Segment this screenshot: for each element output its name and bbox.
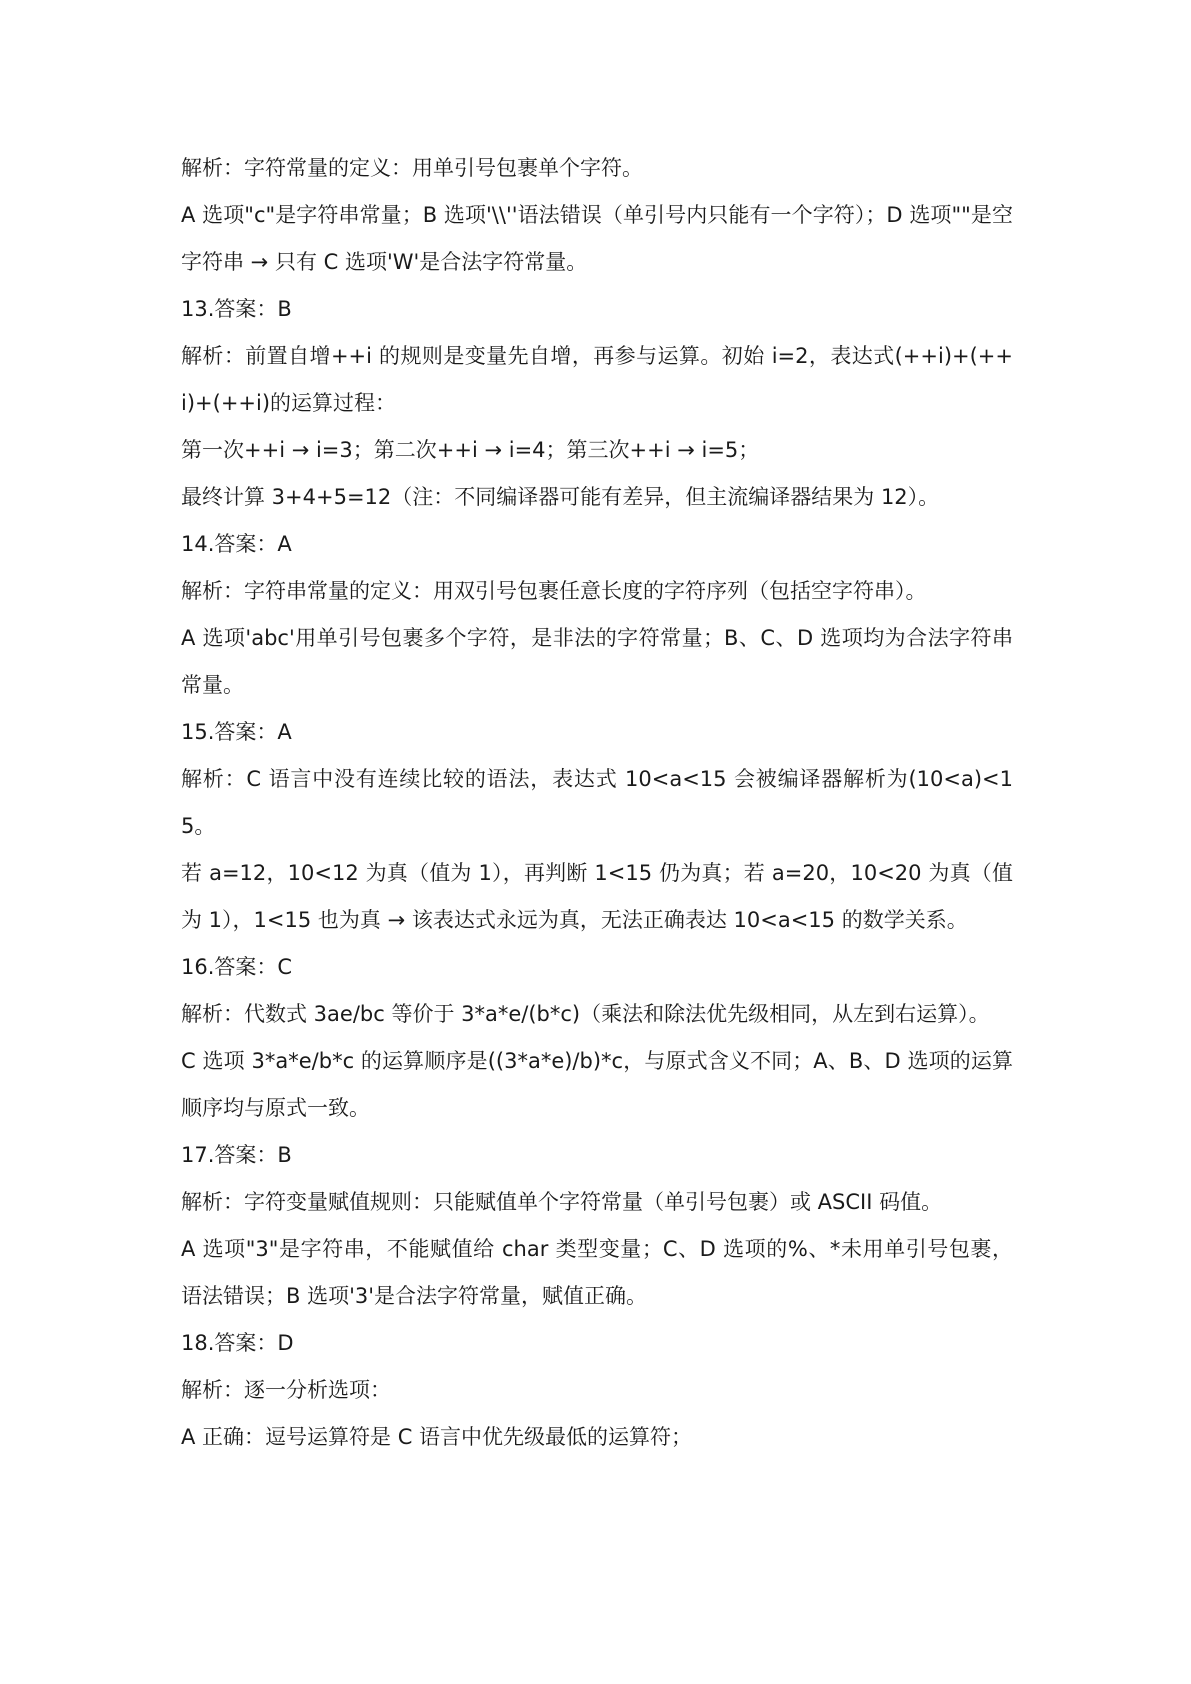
paragraph-q16-options: C 选项 3*a*e/b*c 的运算顺序是((3*a*e)/b)*c，与原式含义不同；A、B、D 选项的运算顺序均与原式一致。 [181,1049,1013,1120]
paragraph-q13-explanation: 解析：前置自增++i 的规则是变量先自增，再参与运算。初始 i=2，表达式(++i)+(++i)+(++i)的运算过程： [181,344,1013,415]
answer-heading-14: 14.答案：A [181,532,292,556]
paragraph-q18-option-a: A 正确：逗号运算符是 C 语言中优先级最低的运算符； [181,1425,693,1449]
document-body [181,145,1013,1461]
paragraph-q15-detail: 若 a=12，10<12 为真（值为 1），再判断 1<15 仍为真；若 a=20，10<20 为真（值为 1），1<15 也为真 → 该表达式永远为真，无法正确表达 10<a<15 的数学关系。 [181,861,1013,932]
answer-heading-13: 13.答案：B [181,297,292,321]
paragraph-q12-explanation: 解析：字符常量的定义：用单引号包裹单个字符。 [181,156,643,180]
paragraph-q17-explanation: 解析：字符变量赋值规则：只能赋值单个字符常量（单引号包裹）或 ASCII 码值。 [181,1190,943,1214]
paragraph-q16-explanation: 解析：代数式 3ae/bc 等价于 3*a*e/(b*c)（乘法和除法优先级相同，从左到右运算）。 [181,1002,990,1026]
paragraph-q13-steps: 第一次++i → i=3；第二次++i → i=4；第三次++i → i=5； [181,438,760,462]
paragraph-q14-options: A 选项'abc'用单引号包裹多个字符，是非法的字符常量；B、C、D 选项均为合法字符串常量。 [181,626,1013,697]
paragraph-q17-options: A 选项"3"是字符串，不能赋值给 char 类型变量；C、D 选项的%、*未用单引号包裹，语法错误；B 选项'3'是合法字符常量，赋值正确。 [181,1237,1013,1308]
paragraph-q14-explanation: 解析：字符串常量的定义：用双引号包裹任意长度的字符序列（包括空字符串）。 [181,579,927,603]
paragraph-q12-options: A 选项"c"是字符串常量；B 选项'\\''语法错误（单引号内只能有一个字符）；D 选项""是空字符串 → 只有 C 选项'W'是合法字符常量。 [181,203,1013,274]
paragraph-q18-explanation: 解析：逐一分析选项： [181,1378,391,1402]
answer-heading-17: 17.答案：B [181,1143,292,1167]
paragraph-q13-result: 最终计算 3+4+5=12（注：不同编译器可能有差异，但主流编译器结果为 12）。 [181,485,940,509]
answer-heading-15: 15.答案：A [181,720,292,744]
paragraph-q15-explanation: 解析：C 语言中没有连续比较的语法，表达式 10<a<15 会被编译器解析为(10<a)<15。 [181,767,1013,838]
answer-heading-16: 16.答案：C [181,955,293,979]
answer-heading-18: 18.答案：D [181,1331,294,1355]
